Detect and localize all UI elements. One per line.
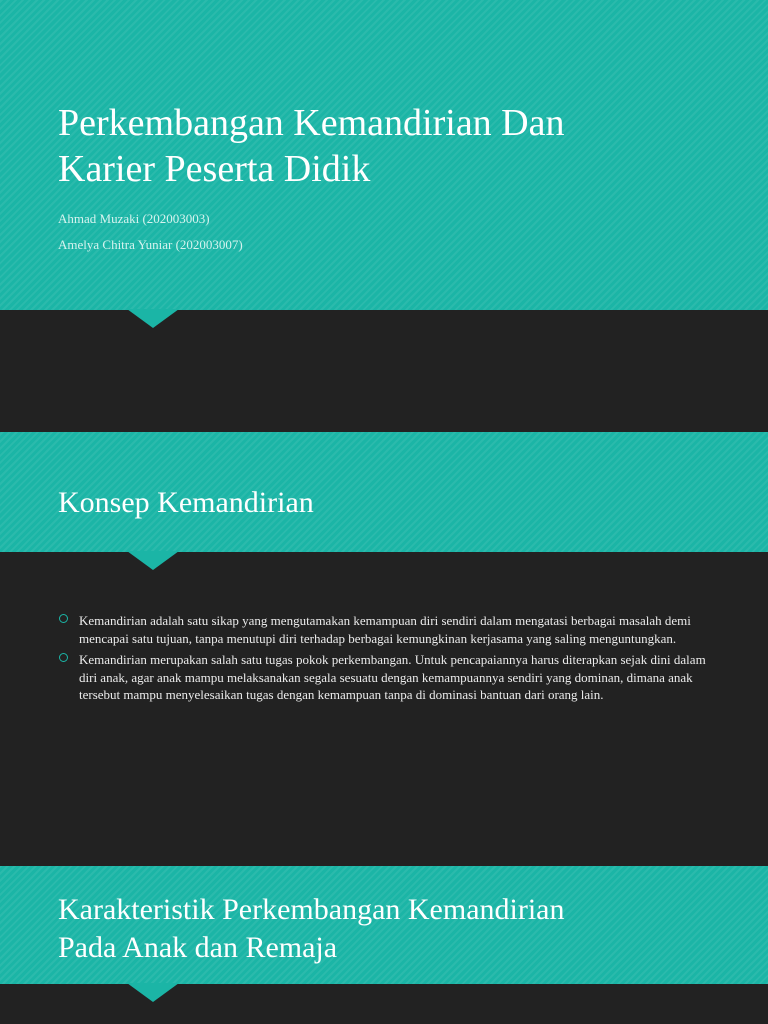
slide-3-title-line-1: Karakteristik Perkembangan Kemandirian: [58, 893, 565, 926]
bullet-item: [58, 651, 718, 704]
slide-3-title-line-2: Pada Anak dan Remaja: [58, 931, 338, 964]
slide-3-title-notch: [127, 983, 179, 1002]
slide-3-title-band: [0, 866, 768, 984]
circle-bullet-icon: [59, 614, 68, 623]
slide-3-title: [58, 891, 564, 967]
bullet-text: Kemandirian adalah satu sikap yang mengutamakan kemampuan diri sendiri dalam mengatasi berbagai masalah demi mencapai satu tujuan, tanpa menutupi diri terhadap berbagai kemungkinan kerjasama yang saling menguntungkan.: [79, 613, 691, 646]
slide-1-title: [58, 100, 565, 192]
slide-2-bullet-list: [58, 612, 718, 708]
slide-2-title: Konsep Kemandirian: [58, 486, 314, 519]
slide-1-title-band: [0, 0, 768, 310]
slide-2-title-notch: [127, 551, 179, 570]
slide-1-title-line-2: Karier Peserta Didik: [58, 148, 371, 190]
slide-1-title-line-1: Perkembangan Kemandirian Dan: [58, 102, 565, 144]
slide-3-body: [0, 1002, 768, 1024]
bullet-text: Kemandirian merupakan salah satu tugas pokok perkembangan. Untuk pencapaiannya harus diterapkan sejak dini dalam diri anak, agar anak mampu melaksanakan segala sesuatu dengan kemampuannya sendiri yang dominan, dimana anak tersebut mampu menyelesaikan tugas dengan kemampuan tanpa di dominasi bantuan dari orang lain.: [79, 652, 706, 702]
slide-1-author-2: Amelya Chitra Yuniar (202003007): [58, 237, 243, 252]
slide-2-title-band: [0, 432, 768, 552]
slide-1-body: [0, 328, 768, 432]
slide-1-title-notch: [127, 309, 179, 328]
bullet-item: [58, 612, 718, 647]
circle-bullet-icon: [59, 653, 68, 662]
slide-1-author-1: Ahmad Muzaki (202003003): [58, 211, 210, 226]
